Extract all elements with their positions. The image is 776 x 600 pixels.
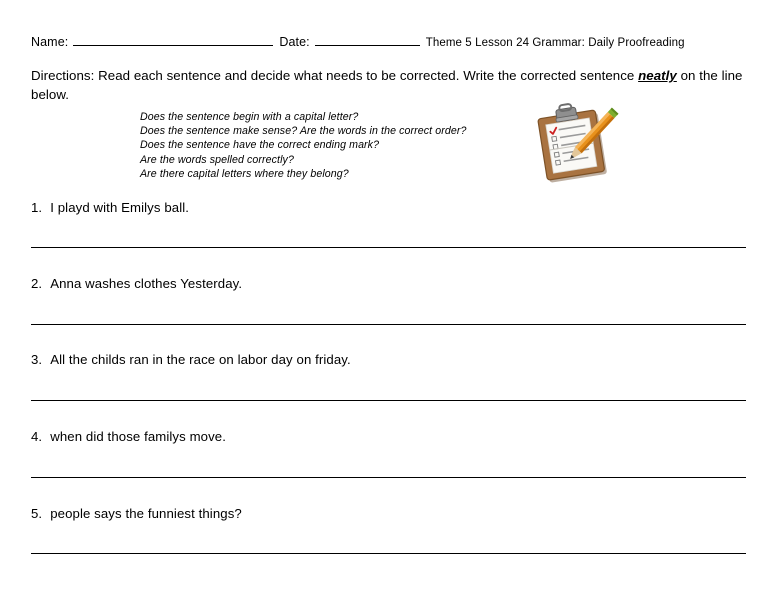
answer-line-4[interactable] bbox=[31, 477, 746, 478]
checklist-item-ending-mark: Does the sentence have the correct ending mark? bbox=[140, 139, 380, 152]
clipboard-with-pencil-icon bbox=[527, 101, 629, 185]
answer-line-2[interactable] bbox=[31, 324, 746, 325]
name-label: Name: bbox=[31, 35, 69, 49]
question-text-2: Anna washes clothes Yesterday. bbox=[50, 276, 243, 291]
directions-text-part2: on the line below. bbox=[31, 68, 743, 102]
worksheet-header bbox=[31, 34, 747, 49]
question-number-2: 2. bbox=[31, 276, 43, 291]
question-text-3: All the childs ran in the race on labor day on friday. bbox=[50, 352, 351, 367]
checklist-item-spelling: Are the words spelled correctly? bbox=[140, 153, 294, 166]
directions-emphasis-neatly: neatly bbox=[638, 68, 677, 83]
question-item-3 bbox=[31, 352, 351, 367]
checklist-item-capital-letter: Does the sentence begin with a capital letter? bbox=[140, 111, 359, 123]
date-blank-line[interactable] bbox=[315, 34, 420, 46]
date-label: Date: bbox=[279, 35, 310, 49]
question-number-1: 1. bbox=[31, 200, 43, 215]
theme-lesson-title: Theme 5 Lesson 24 Grammar: Daily Proofreading bbox=[425, 37, 685, 49]
proofreading-checklist bbox=[140, 110, 466, 181]
question-text-4: when did those familys move. bbox=[50, 429, 226, 444]
directions-text-part1: Directions: Read each sentence and decide what needs to be corrected. Write the corrected sentence bbox=[31, 68, 639, 83]
question-text-1: I playd with Emilys ball. bbox=[50, 200, 190, 215]
question-number-3: 3. bbox=[31, 352, 43, 367]
question-number-4: 4. bbox=[31, 429, 43, 444]
checklist-item-make-sense: Does the sentence make sense? Are the words in the correct order? bbox=[140, 125, 467, 138]
checklist-item-capitalization: Are there capital letters where they belong? bbox=[140, 167, 349, 180]
question-item-2 bbox=[31, 276, 242, 291]
name-blank-line[interactable] bbox=[73, 34, 273, 46]
directions-paragraph bbox=[31, 66, 747, 104]
question-item-5 bbox=[31, 506, 242, 521]
question-text-5: people says the funniest things? bbox=[50, 506, 242, 521]
question-item-1 bbox=[31, 200, 189, 215]
answer-line-5[interactable] bbox=[31, 553, 746, 554]
answer-line-3[interactable] bbox=[31, 400, 746, 401]
answer-line-1[interactable] bbox=[31, 247, 746, 248]
question-item-4 bbox=[31, 429, 226, 444]
question-number-5: 5. bbox=[31, 506, 43, 521]
